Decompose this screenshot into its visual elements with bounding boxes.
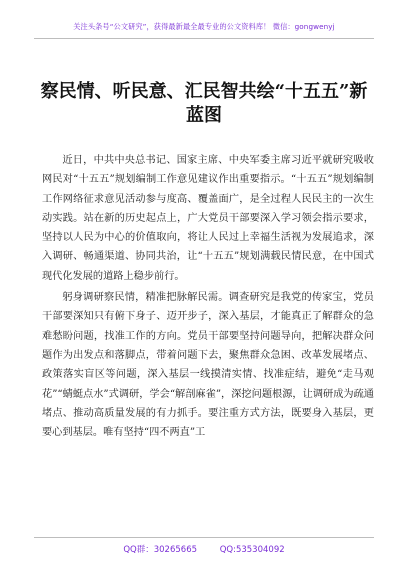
- footer-qq-group: QQ群：30265665: [123, 545, 198, 555]
- footer-divider: [34, 537, 374, 538]
- document-title: 察民情、听民意、汇民智共绘“十五五”新蓝图: [40, 81, 368, 126]
- document-body: [42, 151, 374, 444]
- header-banner: 关注头条号“公文研究”，获得最新最全最专业的公文资料库！ 微信：gongwenyj: [73, 22, 335, 31]
- body-paragraph: 近日，中共中央总书记、国家主席、中央军委主席习近平就研究吸收网民对“十五五”规划编制工作意见建议作出重要指示。“十五五”规划编制工作网络征求意见活动参与度高、覆盖面广，是全过程人民民主的一次生动实践。站在新的历史起点上，广大党员干部要深入学习领会指示要求，坚持以人民为中心的价值取向，将让人民过上幸福生活视为发展追求，深入调研、畅通渠道、协同共治，让“十五五”规划满载民情民意，在中国式现代化发展的道路上稳步前行。: [42, 155, 374, 282]
- header-divider: [34, 38, 374, 39]
- footer: [0, 543, 408, 555]
- body-paragraph: 躬身调研察民情，精准把脉解民需。调查研究是我党的传家宝，党员干部要深知只有俯下身子、迈开步子，深入基层，才能真正了解群众的急难愁盼问题，找准工作的方向。党员干部要坚持问题导向，把解决群众问题作为出发点和落脚点，带着问题下去，聚焦群众急困、改革发展堵点、政策落实盲区等问题，深入基层一线摸清实情、找准症结，避免“走马观花”“蜻蜓点水”式调研，学会“解剖麻雀”，深挖问题根源，让调研成为疏通堵点、推动高质量发展的有力抓手。要注重方式方法，既要身入基层，更要心到基层。唯有坚持“四不两直”工: [42, 292, 374, 439]
- footer-qq: QQ:535304092: [219, 545, 285, 555]
